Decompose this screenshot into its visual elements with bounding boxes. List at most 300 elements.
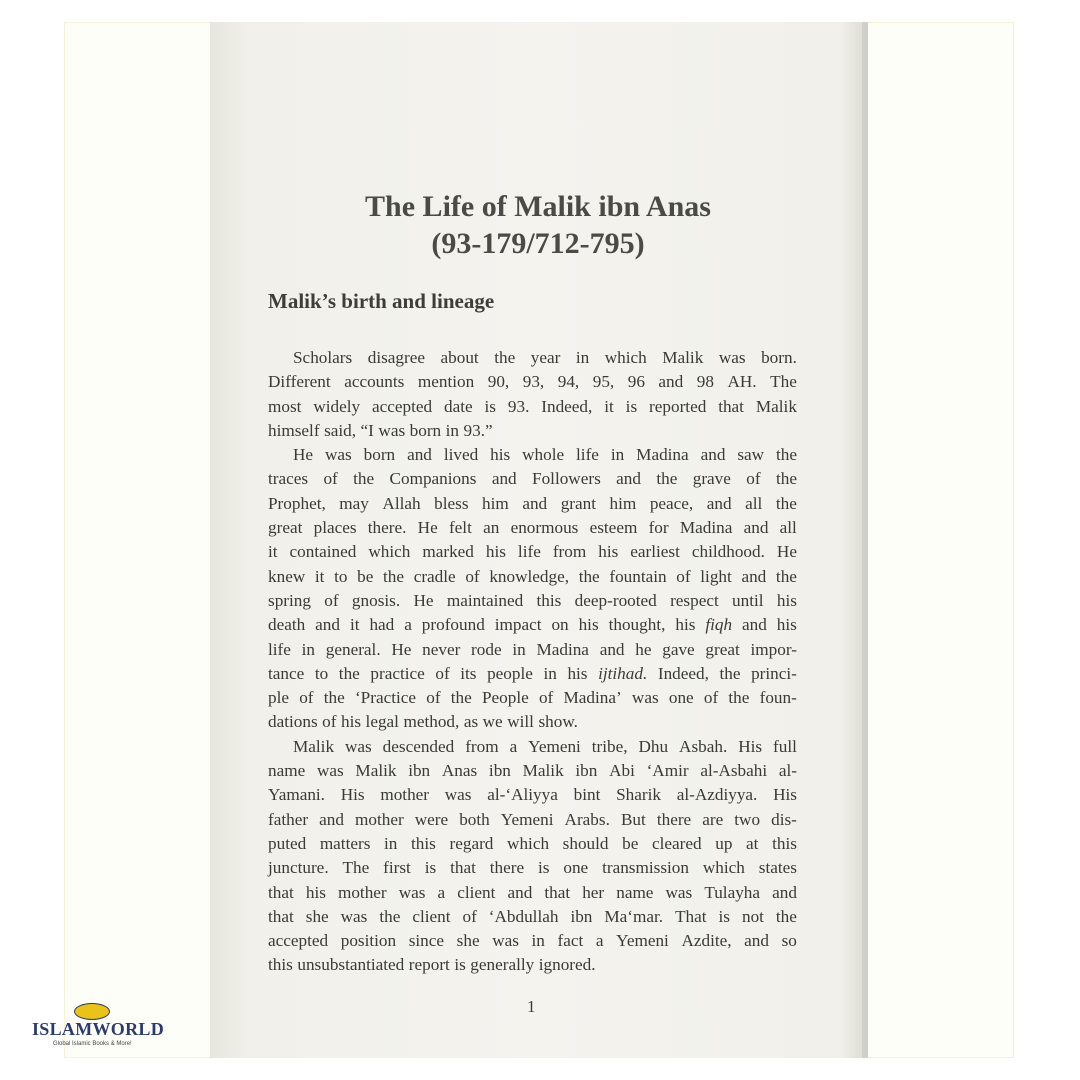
word: Anas (441, 761, 478, 781)
word: his (776, 590, 797, 610)
italic-word: ijtihad. (598, 663, 648, 683)
word: and (407, 445, 432, 465)
word: to (334, 566, 348, 586)
word: is (538, 858, 550, 878)
text-line (268, 419, 797, 443)
word: Dhu (638, 736, 669, 756)
word: a (437, 882, 446, 902)
word: accepted (372, 396, 433, 416)
word: born (363, 445, 396, 465)
word: Indeed, (541, 396, 593, 416)
word: widely (313, 396, 361, 416)
word: He (413, 590, 434, 610)
text-line (268, 540, 797, 564)
word: ‘Abdullah (488, 906, 559, 926)
word: both (459, 809, 490, 829)
word: impact (494, 615, 542, 635)
word: and (743, 518, 769, 538)
word: an (483, 518, 500, 538)
word: the (578, 566, 600, 586)
word: and (491, 469, 517, 489)
word: his (485, 542, 506, 562)
word: 95, (592, 372, 615, 392)
word: reported (649, 396, 707, 416)
word: the (728, 688, 750, 708)
word: it (604, 396, 614, 416)
word: Malik (293, 736, 335, 756)
word: the (775, 493, 797, 513)
word: the (775, 906, 797, 926)
word: juncture. (268, 858, 329, 878)
word: light (700, 566, 732, 586)
word: date (444, 396, 473, 416)
word: his (578, 615, 599, 635)
word: this (772, 833, 797, 853)
word: and (315, 615, 340, 635)
word: He (391, 639, 412, 659)
word: in (531, 931, 545, 951)
word: 93. (507, 396, 530, 416)
word: of (426, 688, 441, 708)
word: bint (573, 785, 601, 805)
word: transmission (602, 858, 689, 878)
word: that (718, 396, 744, 416)
word: His (773, 785, 797, 805)
word: generally (470, 955, 535, 975)
word: until (732, 590, 764, 610)
word: since (408, 931, 445, 951)
word: states (758, 858, 797, 878)
word: princi- (751, 663, 797, 683)
word: mother (380, 785, 430, 805)
word: great (705, 639, 740, 659)
text-line (268, 516, 797, 540)
word: life (517, 542, 541, 562)
text-line (268, 929, 797, 953)
word: life (576, 445, 599, 465)
word: in (301, 639, 316, 659)
word: the (323, 688, 345, 708)
word: he (635, 639, 652, 659)
word: accounts (344, 372, 405, 392)
word: earliest (630, 542, 680, 562)
word: people (487, 663, 533, 683)
text-line (268, 589, 797, 613)
word: one (668, 688, 694, 708)
word: up (715, 833, 733, 853)
word: places (313, 518, 357, 538)
word: of (324, 590, 339, 610)
word: Ma‘mar. (604, 906, 664, 926)
word: was (345, 736, 372, 756)
word: her (582, 882, 605, 902)
word: she (305, 906, 329, 926)
word: contained (289, 542, 357, 562)
text-line (268, 613, 797, 637)
logo-wordmark: ISLAMWORLD (32, 1019, 165, 1039)
word: which (702, 858, 745, 878)
word: respect (670, 590, 719, 610)
word: there (656, 809, 692, 829)
word: the (775, 566, 797, 586)
word: for (648, 518, 669, 538)
word: Abi (609, 761, 635, 781)
word: was (378, 420, 406, 440)
text-line (268, 492, 797, 516)
word: maintained (446, 590, 524, 610)
word: his (490, 445, 511, 465)
text-line (268, 881, 797, 905)
word: general. (325, 639, 381, 659)
word: the (656, 469, 678, 489)
word: matters (319, 833, 371, 853)
word: rode (471, 639, 502, 659)
word: bless (434, 493, 469, 513)
word: 98 (696, 372, 714, 392)
word: saw (737, 445, 765, 465)
word: the (338, 663, 360, 683)
word: Scholars (293, 348, 353, 367)
word: born (409, 420, 442, 440)
word: we (482, 712, 503, 732)
word: the (494, 348, 516, 367)
word: grave (692, 469, 731, 489)
word: Malik (355, 761, 397, 781)
word: father (268, 809, 309, 829)
word: his (340, 712, 362, 732)
word: Yemeni (500, 809, 554, 829)
word: enormous (510, 518, 579, 538)
word: Madina (679, 518, 733, 538)
word: a (404, 615, 412, 635)
word: 90, (487, 372, 510, 392)
word: knowledge, (489, 566, 570, 586)
word: will (507, 712, 534, 732)
text-line (268, 346, 797, 370)
text-line (268, 808, 797, 832)
word: fact (557, 931, 584, 951)
word: his (305, 882, 326, 902)
word: of (462, 906, 477, 926)
word: fountain (609, 566, 667, 586)
word: ‘Practice (354, 688, 417, 708)
word: and (706, 493, 732, 513)
word: be (357, 566, 374, 586)
logo-badge-icon (74, 1003, 110, 1020)
word: in (512, 639, 526, 659)
word: that (268, 882, 294, 902)
word: ‘Amir (646, 761, 689, 781)
word: was (340, 906, 368, 926)
word: Yemeni (528, 736, 581, 756)
word: him (609, 493, 637, 513)
word: He (417, 518, 438, 538)
word: of (538, 688, 554, 708)
word: Different (268, 372, 331, 392)
word: which (368, 542, 411, 562)
word: esteem (589, 518, 638, 538)
word: is (484, 396, 496, 416)
word: it (314, 566, 325, 586)
word: childhood. (691, 542, 765, 562)
section-heading: Malik’s birth and lineage (268, 289, 495, 313)
word: and (599, 639, 625, 659)
word: and (741, 566, 767, 586)
word: tance (268, 663, 305, 683)
logo-tagline: Global Islamic Books & More! (53, 1041, 132, 1047)
word: Malik (522, 761, 564, 781)
word: 93, (522, 372, 545, 392)
word: two (734, 809, 761, 829)
word: Malik (755, 396, 797, 416)
word: a (509, 736, 518, 756)
word: the (450, 688, 472, 708)
word: which (507, 833, 550, 853)
word: that (450, 858, 476, 878)
word: and (700, 445, 726, 465)
word: the (775, 469, 797, 489)
word: all (745, 493, 763, 513)
word: 93.” (463, 420, 493, 440)
word: People (481, 688, 529, 708)
word: He (293, 445, 314, 465)
word: AH. (727, 372, 757, 392)
word: the (776, 445, 797, 465)
word: his (598, 542, 619, 562)
word: it (268, 542, 278, 562)
word: puted (268, 833, 307, 853)
word: Madina (536, 639, 589, 659)
word: its (460, 663, 477, 683)
word: a (595, 931, 604, 951)
word: one (563, 858, 589, 878)
word: first (383, 858, 411, 878)
word: name (616, 882, 654, 902)
word: as (463, 712, 479, 732)
word: Followers (532, 469, 601, 489)
word: ibn (408, 761, 431, 781)
word: at (746, 833, 759, 853)
word: in (610, 445, 625, 465)
word: not (741, 906, 764, 926)
word: in (445, 420, 460, 440)
word: and (658, 372, 684, 392)
word: from (552, 542, 587, 562)
word: were (414, 809, 449, 829)
word: impor- (750, 639, 797, 659)
chapter-title: The Life of Malik ibn Anas (365, 190, 711, 223)
word: Allah (382, 493, 421, 513)
word: full (773, 736, 797, 756)
text-line (268, 638, 797, 662)
italic-word: fiqh (705, 615, 733, 635)
word: never (422, 639, 461, 659)
word: ibn (488, 761, 511, 781)
word: this (268, 955, 293, 975)
word: and (616, 469, 641, 489)
body-text (268, 346, 797, 978)
word: “I (360, 420, 374, 440)
word: That (675, 906, 707, 926)
word: Asbah. (679, 736, 728, 756)
word: al-‘Aliyya (487, 785, 558, 805)
word: profound (421, 615, 485, 635)
word: this (536, 590, 562, 610)
word: Indeed, (657, 663, 709, 683)
word: report (408, 955, 450, 975)
word: had (369, 615, 395, 635)
text-line (268, 735, 797, 759)
word: client (457, 882, 496, 902)
text-line (268, 467, 797, 491)
word: Sharik (616, 785, 661, 805)
word: peace, (649, 493, 694, 513)
word: Yamani. (268, 785, 325, 805)
word: But (620, 809, 646, 829)
word: Yemeni (616, 931, 669, 951)
word: The (342, 858, 370, 878)
word: traces (268, 469, 309, 489)
word: his (776, 615, 797, 635)
word: so (781, 931, 797, 951)
word: from (465, 736, 499, 756)
word: position (340, 931, 397, 951)
word: all (779, 518, 797, 538)
word: ignored. (538, 955, 596, 975)
word: dis- (771, 809, 797, 829)
text-line (268, 710, 797, 734)
word: Tulayha (704, 882, 761, 902)
word: life (268, 639, 291, 659)
word: which (604, 348, 647, 367)
word: and (522, 493, 548, 513)
word: may (339, 493, 369, 513)
word: marked (422, 542, 474, 562)
word: The (770, 372, 797, 392)
word: method, (403, 712, 460, 732)
word: be (622, 833, 639, 853)
word: Azdite, (681, 931, 732, 951)
word: is (424, 858, 437, 878)
word: in (384, 833, 398, 853)
word: and (507, 882, 533, 902)
word: she (456, 931, 480, 951)
word: al-Asbahi (700, 761, 768, 781)
word: al- (778, 761, 797, 781)
word: was (324, 445, 352, 465)
word: unsubstantiated (297, 955, 405, 975)
word: is (454, 955, 466, 975)
word: was (631, 688, 659, 708)
page-edge (862, 22, 868, 1058)
word: mother (337, 882, 387, 902)
word: the (379, 906, 401, 926)
word: whole (522, 445, 565, 465)
word: is (625, 396, 638, 416)
word: it (349, 615, 360, 635)
word: himself (268, 420, 320, 440)
word: lived (443, 445, 479, 465)
word: gave (662, 639, 695, 659)
word: year (530, 348, 561, 367)
text-line (268, 832, 797, 856)
word: was (665, 882, 693, 902)
word: Companions (389, 469, 477, 489)
word: cleared (652, 833, 702, 853)
word: client (412, 906, 451, 926)
word: his (567, 663, 588, 683)
word: most (268, 396, 302, 416)
word: is (718, 906, 730, 926)
word: in (575, 348, 590, 367)
word: cradle (413, 566, 456, 586)
word: was (398, 882, 426, 902)
word: foun- (759, 688, 797, 708)
text-line (268, 443, 797, 467)
word: knew (268, 566, 306, 586)
word: accepted (268, 931, 329, 951)
word: spring (268, 590, 311, 610)
word: was (316, 761, 344, 781)
word: and (772, 882, 797, 902)
word: the (383, 566, 405, 586)
word: Arabs. (564, 809, 610, 829)
text-line (268, 783, 797, 807)
word: ple (268, 688, 289, 708)
word: descended (382, 736, 455, 756)
text-line (268, 759, 797, 783)
text-line (268, 953, 797, 977)
text-line (268, 686, 797, 710)
word: and (744, 931, 769, 951)
word: of (465, 566, 480, 586)
word: of (323, 469, 338, 489)
word: of (435, 663, 450, 683)
word: Madina (636, 445, 689, 465)
word: in (543, 663, 557, 683)
word: of (676, 566, 691, 586)
word: the (353, 469, 375, 489)
word: this (411, 833, 436, 853)
word: there (489, 858, 525, 878)
word: grant (560, 493, 597, 513)
word: the (719, 663, 741, 683)
word: practice (370, 663, 425, 683)
page-number: 1 (527, 997, 536, 1016)
text-line (268, 662, 797, 686)
word: ibn (570, 906, 593, 926)
islamworld-logo (30, 1000, 165, 1050)
word: show. (538, 712, 578, 732)
text-line (268, 905, 797, 929)
word: are (702, 809, 724, 829)
text-line (268, 370, 797, 394)
word: was (718, 348, 746, 367)
word: and (742, 615, 767, 635)
word: great (268, 518, 303, 538)
word: He (776, 542, 797, 562)
word: that (544, 882, 571, 902)
word: mother (355, 809, 404, 829)
word: gnosis. (351, 590, 401, 610)
word: regard (449, 833, 494, 853)
word: about (440, 348, 479, 367)
word: was (492, 931, 519, 951)
word: mention (417, 372, 475, 392)
word: was (444, 785, 472, 805)
text-line (268, 856, 797, 880)
word: felt (448, 518, 472, 538)
